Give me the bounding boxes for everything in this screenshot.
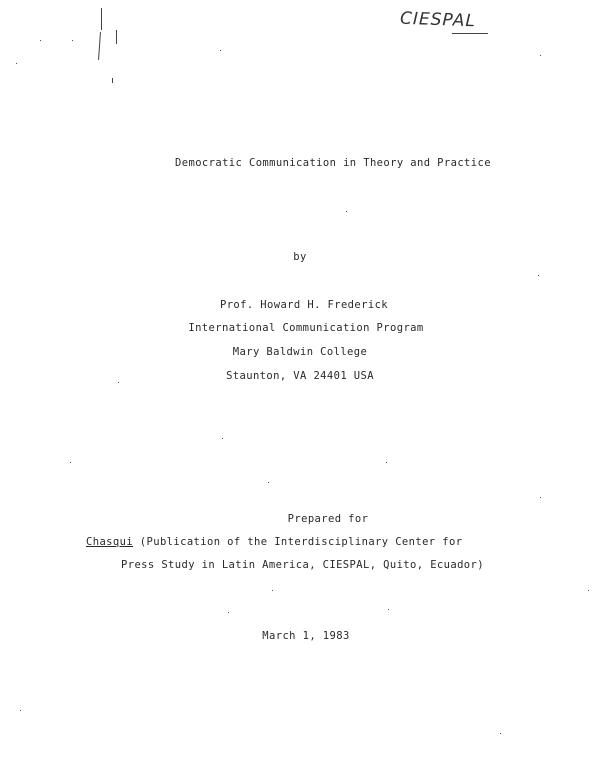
- scan-mark: [98, 32, 101, 60]
- program-name: International Communication Program: [188, 322, 424, 334]
- author-name: Prof. Howard H. Frederick: [219, 299, 389, 311]
- scan-speck: [386, 462, 387, 463]
- scan-speck: [388, 609, 389, 610]
- scan-speck: [72, 40, 73, 41]
- handwritten-underline: [452, 33, 488, 34]
- scan-mark: [116, 30, 117, 44]
- scan-speck: [268, 482, 269, 483]
- scan-mark: [101, 8, 102, 30]
- scan-speck: [228, 612, 229, 613]
- scan-speck: [70, 462, 71, 463]
- publication-line-2: Press Study in Latin America, CIESPAL, Quito, Ecuador): [121, 559, 484, 571]
- handwritten-annotation: CIESPAL: [399, 8, 477, 32]
- byline: by: [293, 251, 307, 263]
- scan-speck: [272, 590, 273, 591]
- scan-speck: [40, 40, 41, 41]
- publication-name: Chasqui: [86, 536, 134, 548]
- address: Staunton, VA 24401 USA: [226, 370, 374, 382]
- document-title: Democratic Communication in Theory and Practice: [175, 157, 491, 169]
- scan-speck: [540, 55, 541, 56]
- scan-speck: [222, 438, 223, 439]
- scan-speck: [538, 275, 539, 276]
- scan-speck: [540, 497, 541, 498]
- scan-speck: [20, 710, 21, 711]
- scan-speck: [500, 733, 501, 734]
- publication-description: (Publication of the Interdisciplinary Center for: [133, 536, 463, 548]
- scan-speck: [220, 50, 221, 51]
- scan-speck: [588, 590, 589, 591]
- document-date: March 1, 1983: [262, 630, 350, 642]
- prepared-for: Prepared for: [287, 513, 369, 525]
- publication-line-1: [86, 536, 600, 548]
- college-name: Mary Baldwin College: [232, 346, 368, 358]
- scan-mark: [112, 78, 113, 83]
- scan-speck: [16, 63, 17, 64]
- scan-speck: [346, 211, 347, 212]
- scan-speck: [118, 382, 119, 383]
